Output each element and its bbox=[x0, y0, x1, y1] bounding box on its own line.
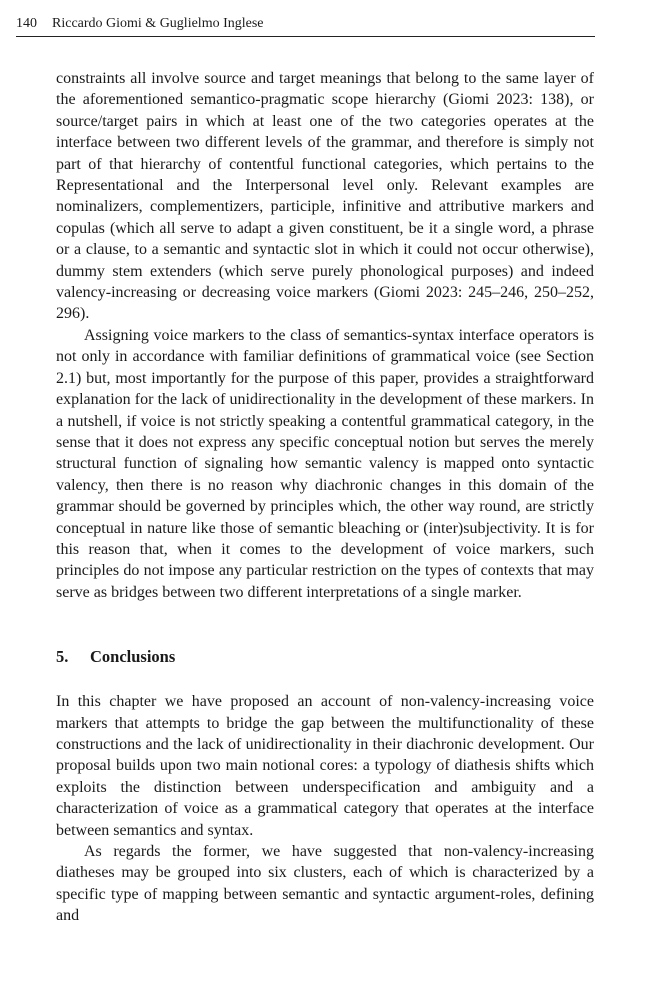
conclusions-paragraph: In this chapter we have proposed an account of non-valency-increasing voice markers that attempts to bridge the gap between the multifunctionality of these constructions and the lack of unidirectionality in their diachronic development. Our proposal builds upon two main notional cores: a typology of diathesis shifts which exploits the distinction between underspecification and ambiguity and a characterization of voice as a grammatical category that operates at the interface between semantics and syntax. bbox=[56, 693, 594, 839]
section-heading bbox=[56, 646, 594, 668]
body-paragraph: Assigning voice markers to the class of semantics-syntax interface operators is not only in accordance with familiar definitions of grammatical voice (see Section 2.1) but, most importantly for the purpose of this paper, provides a straightforward explanation for the lack of unidirectionality in the development of these markers. In a nutshell, if voice is not strictly speaking a contentful grammatical category, in the sense that it does not express any specific conceptual notion but serves the merely structural function of signaling how semantic valency is mapped onto syntactic valency, then there is no reason why diachronic changes in this domain of the grammar should be governed by principles which, the other way round, are strictly conceptual in nature like those of semantic bleaching or (inter)subjectivity. It is for this reason that, when it comes to the development of voice markers, such principles do not impose any particular restriction on the types of contexts that may serve as bridges between two different interpretations of a single marker. bbox=[56, 326, 594, 601]
page-body bbox=[56, 68, 594, 927]
section-number: 5. bbox=[56, 647, 69, 667]
page-header bbox=[16, 14, 595, 37]
section-title: Conclusions bbox=[90, 647, 176, 667]
page-number: 140 bbox=[16, 16, 37, 31]
conclusions-paragraph: As regards the former, we have suggested that non-valency-increasing diatheses may be grouped into six clusters, each of which is characterized by a specific type of mapping between semantic and syntactic argument-roles, defining and bbox=[56, 843, 594, 925]
body-paragraph: constraints all involve source and target meanings that belong to the same layer of the aforementioned semantico-pragmatic scope hierarchy (Giomi 2023: 138), or source/target pairs in which at least one of the two categories operates at the interface between two different levels of the grammar, and therefore is simply not part of that hierarchy of contentful functional categories, which pertains to the Representational and the Interpersonal level only. Relevant examples are nominalizers, complementizers, participle, infinitive and attributive markers and copulas (which all serve to adapt a given constituent, be it a single word, a phrase or a clause, to a semantic and syntactic slot in which it could not occur otherwise), dummy stem extenders (which serve purely phonological purposes) and indeed valency-increasing or decreasing voice markers (Giomi 2023: 245–246, 250–252, 296). bbox=[56, 70, 594, 323]
running-head: Riccardo Giomi & Guglielmo Inglese bbox=[52, 16, 264, 31]
